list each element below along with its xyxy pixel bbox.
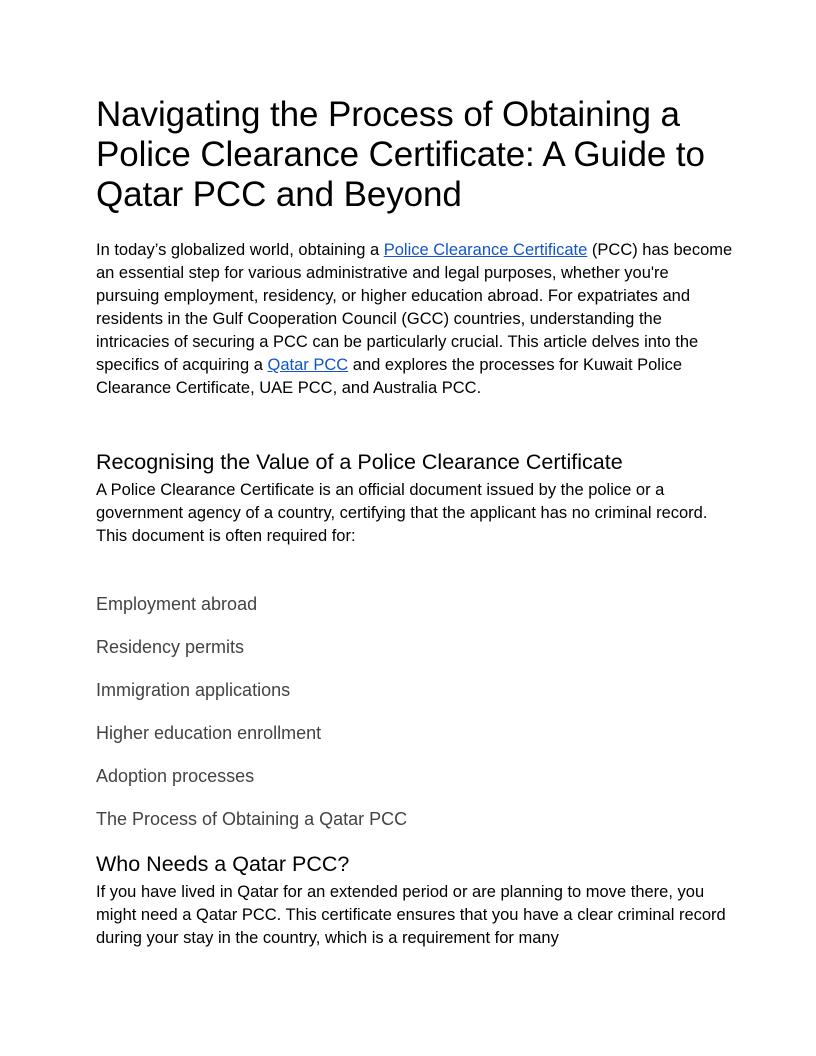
list-item: Immigration applications	[96, 680, 291, 700]
list-item: The Process of Obtaining a Qatar PCC	[96, 809, 408, 829]
intro-text-1: In today’s globalized world, obtaining a	[96, 241, 384, 259]
document-title: Navigating the Process of Obtaining a Police Clearance Certificate: A Guide to Qatar PCC and Beyond	[96, 95, 705, 214]
list-item: Residency permits	[96, 637, 245, 657]
qatar-pcc-link[interactable]: Qatar PCC	[267, 356, 349, 374]
intro-text-3: and explores the processes for Kuwait Police Clearance Certificate, UAE PCC, and Australia PCC.	[96, 356, 683, 397]
intro-text-2: (PCC) has become an essential step for various administrative and legal purposes, whether you're pursuing employment, residency, or higher education abroad. For expatriates and residents in the Gulf Cooperation Council (GCC) countries, understanding the intricacies of securing a PCC can be particularly crucial. This article delves into the specifics of acquiring a	[96, 241, 733, 374]
police-clearance-certificate-link[interactable]: Police Clearance Certificate	[383, 241, 588, 259]
section-heading-who-needs: Who Needs a Qatar PCC?	[96, 852, 350, 876]
document-page	[96, 95, 736, 950]
section-body-value: A Police Clearance Certificate is an official document issued by the police or a government agency of a country, certifying that the applicant has no criminal record. This document is often required for:	[96, 481, 708, 545]
list-item: Adoption processes	[96, 766, 255, 786]
list-item: Higher education enrollment	[96, 723, 322, 743]
intro-paragraph	[96, 239, 736, 400]
section-body-who-needs: If you have lived in Qatar for an extended period or are planning to move there, you might need a Qatar PCC. This certificate ensures that you have a clear criminal record during your stay in the country, which is a requirement for many	[96, 883, 726, 947]
list-item: Employment abroad	[96, 594, 258, 614]
requirements-list	[96, 592, 736, 831]
section-heading-value: Recognising the Value of a Police Clearance Certificate	[96, 450, 623, 474]
